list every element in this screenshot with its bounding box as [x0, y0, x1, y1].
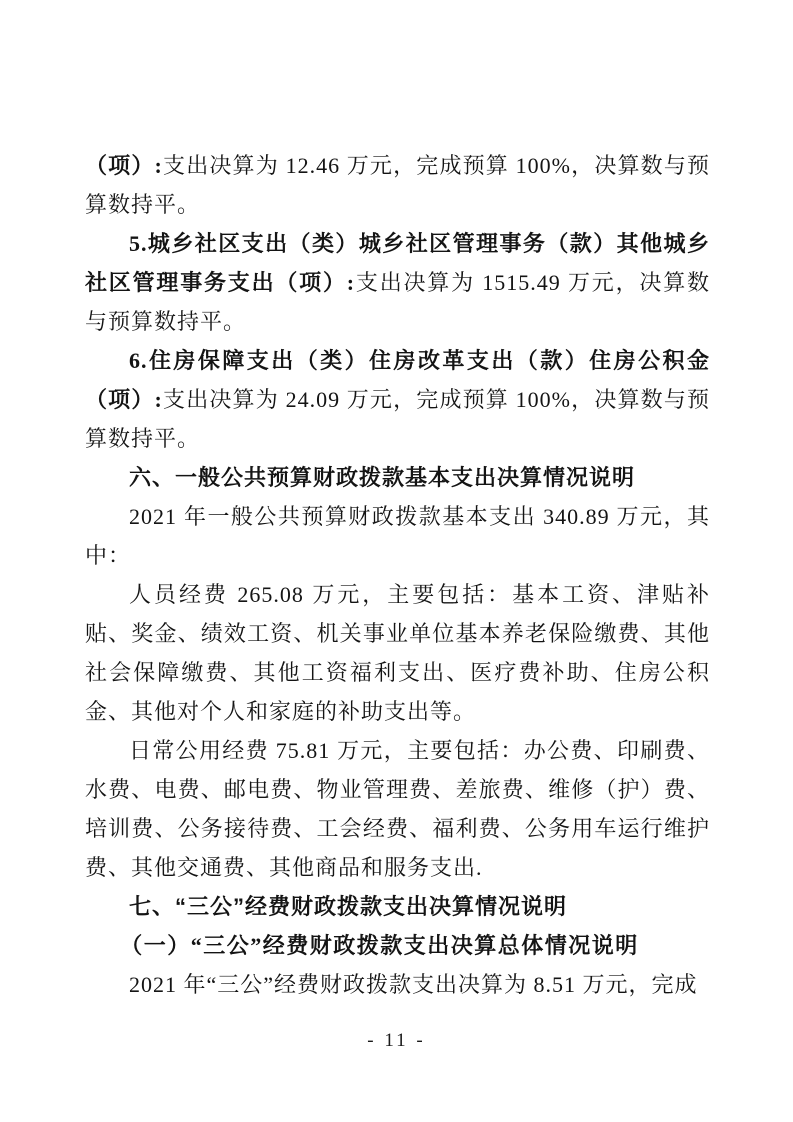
paragraph-item5 — [85, 224, 710, 341]
paragraph-bold-lead: 6.住房保障支出（类）住房改革支出（款）住房公积金（项）: — [85, 348, 710, 412]
page-number: - 11 - — [367, 1030, 426, 1051]
paragraph-text: 支出决算为 1515.49 万元，决算数与预算数持平。 — [85, 270, 710, 334]
section-heading-seven-sub1: （一）“三公”经费财政拨款支出决算总体情况说明 — [120, 933, 639, 958]
paragraph-daily-public-expenses: 日常公用经费 75.81 万元，主要包括：办公费、印刷费、水费、电费、邮电费、物业管理费、差旅费、维修（护）费、培训费、公务接待费、工会经费、福利费、公务用车运行维护费、其他交通费、其他商品和服务支出. — [85, 738, 710, 880]
paragraph-text: 支出决算为 24.09 万元，完成预算 100%，决算数与预算数持平。 — [85, 387, 711, 451]
section-heading-seven: 七、“三公”经费财政拨款支出决算情况说明 — [129, 894, 568, 919]
paragraph-bold-lead: （项）: — [85, 153, 163, 178]
paragraph-personnel-expenses: 人员经费 265.08 万元，主要包括：基本工资、津贴补贴、奖金、绩效工资、机关事业单位基本养老保险缴费、其他社会保障缴费、其他工资福利支出、医疗费补助、住房公积金、其他对个人和家庭的补助支出等。 — [85, 582, 710, 724]
paragraph-basic-expenditure-total: 2021 年一般公共预算财政拨款基本支出 340.89 万元，其中： — [85, 504, 710, 568]
section-heading-six: 六、一般公共预算财政拨款基本支出决算情况说明 — [129, 465, 636, 490]
paragraph-text: 支出决算为 12.46 万元，完成预算 100%，决算数与预算数持平。 — [85, 153, 711, 217]
paragraph-bold-lead: 5.城乡社区支出（类）城乡社区管理事务（款）其他城乡社区管理事务支出（项）: — [85, 231, 710, 295]
paragraph-sangong-expenses: 2021 年“三公”经费财政拨款支出决算为 8.51 万元，完成 — [129, 972, 698, 997]
paragraph-item4-continuation — [85, 146, 710, 224]
paragraph-item6 — [85, 341, 710, 458]
